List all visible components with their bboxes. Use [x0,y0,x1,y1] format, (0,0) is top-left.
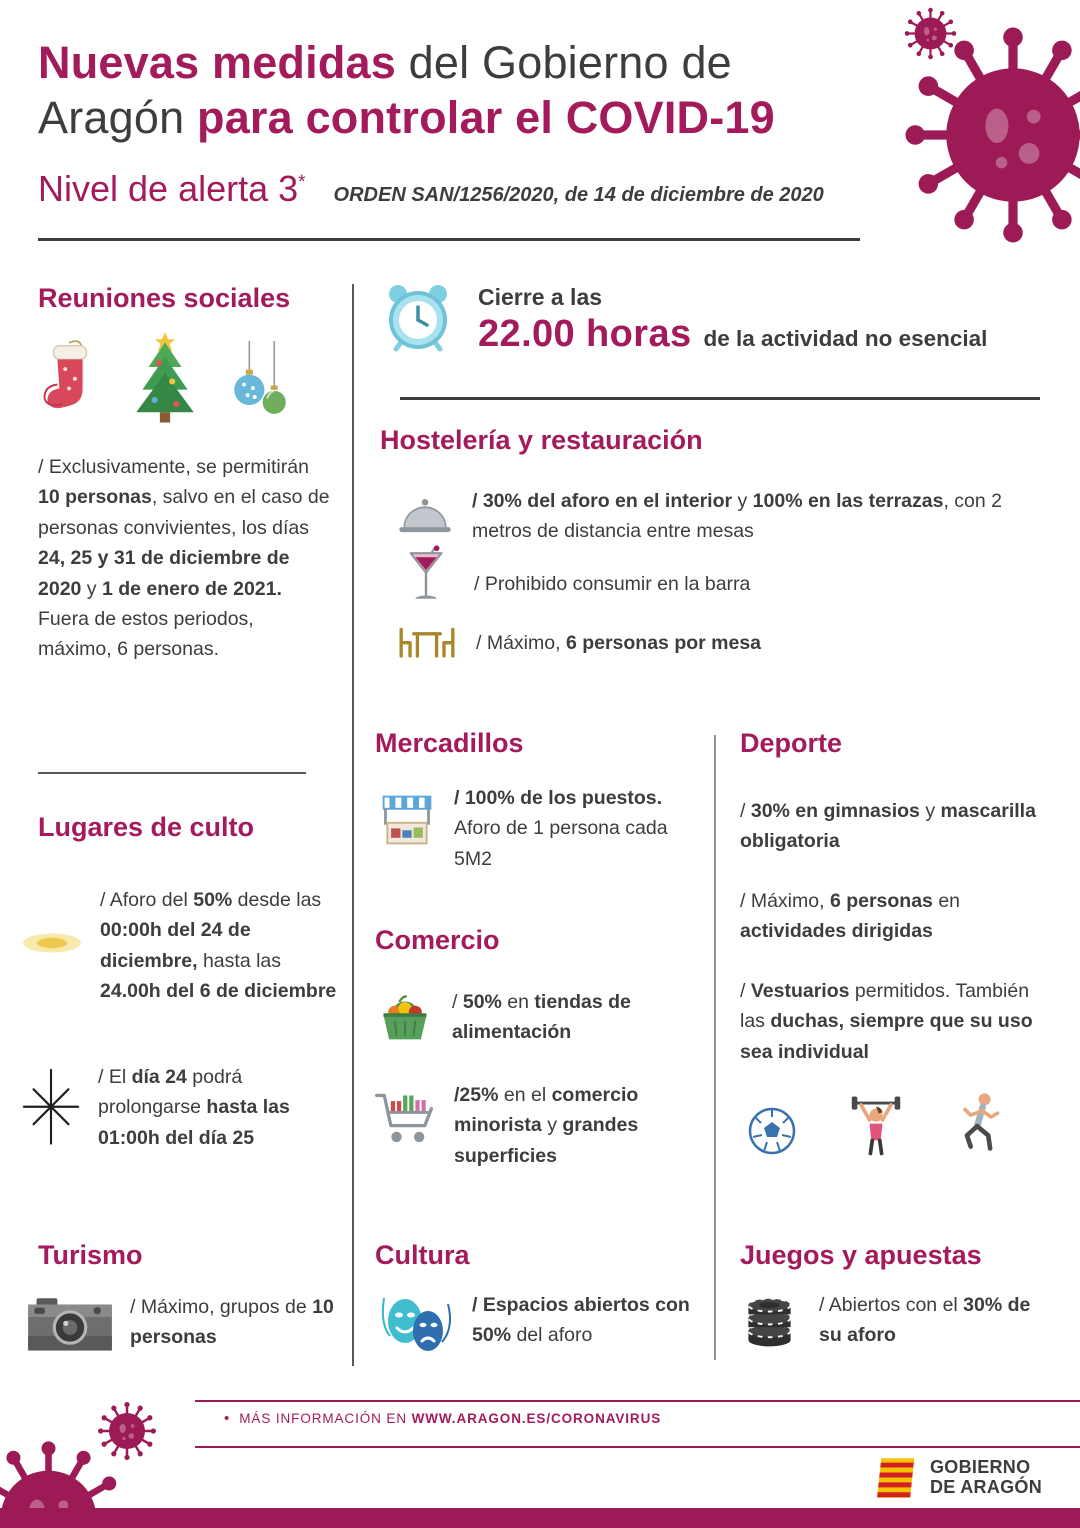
cocktail-icon [404,545,448,605]
alert-level: Nivel de alerta 3* [38,168,306,209]
order-reference: ORDEN SAN/1256/2020, de 14 de diciembre de 2020 [333,184,824,206]
reuniones-text: / Exclusivamente, se permitirán 10 personas, salvo en el caso de personas convivientes, los días 24, 25 y 31 de diciembre de 2020 y 1 de enero de 2021. Fuera de estos periodos, máximo, 6 personas. [38,456,330,661]
mercadillos-item [378,783,676,874]
candle-glow-icon [20,927,84,959]
poker-chips-icon [742,1296,797,1349]
footer-divider-top [195,1400,1080,1402]
hosteleria-item-2 [404,545,974,605]
coronavirus-icon [898,20,1080,250]
camera-icon [26,1294,114,1355]
hosteleria-item-1 [396,486,1050,547]
deporte-icons-row [746,1090,1004,1157]
section-title-comercio: Comercio [375,925,500,955]
deporte-item-1-text: / 30% en gimnasios y mascarilla obligatoria [740,800,1036,853]
culto-item-1-text: / Aforo del 50% desde las 00:00h del 24 de diciembre, hasta las 24.00h del 6 de diciembre [100,889,337,1003]
serving-cloche-icon [396,494,454,537]
comercio-item-2-text: /25% en el comercio minorista y grandes superficies [454,1084,639,1167]
hosteleria-item-3 [396,620,976,660]
middle-divider [400,397,1040,400]
logo-text: GOBIERNO DE ARAGÓN [930,1457,1043,1497]
juegos-item-text: / Abiertos con el 30% de su aforo [819,1294,1031,1347]
section-title-cultura: Cultura [375,1240,470,1270]
mercadillos-item-text: / 100% de los puestos. Aforo de 1 persona cada 5M2 [454,787,668,870]
header-divider [38,238,860,241]
comercio-item-1-text: / 50% en tiendas de alimentación [452,991,631,1044]
section-title-reuniones: Reuniones sociales [38,283,291,313]
runner-icon [954,1091,1004,1158]
footer-divider-bottom [195,1446,1080,1448]
bottom-accent-bar [0,1508,1080,1528]
title-line-2: Aragón para controlar el COVID-19 [38,91,775,143]
hosteleria-item-2-text: / Prohibido consumir en la barra [474,573,751,595]
culto-item-1 [20,885,342,1007]
soccer-ball-icon [746,1105,798,1157]
theater-masks-icon [378,1294,454,1358]
alert-row [38,168,824,210]
weightlifter-icon [848,1090,904,1157]
vertical-divider-middle [714,735,716,1360]
section-title-deporte: Deporte [740,728,843,758]
vertical-divider-left [352,284,354,1366]
juegos-item [742,1288,1057,1351]
cultura-item [378,1286,704,1358]
footer-info [224,1410,661,1427]
turismo-item [26,1288,336,1355]
grocery-basket-icon [376,987,434,1045]
gobierno-aragon-logo [876,1456,1042,1500]
comercio-item-1 [376,983,694,1048]
deporte-item-3-text: / Vestuarios permitidos. También las duchas, siempre que su uso sea individual [740,980,1033,1063]
footer-bullet: • [224,1410,230,1427]
deporte-item-2-text: / Máximo, 6 personas en actividades dirigidas [740,890,961,943]
section-title-hosteleria: Hostelería y restauración [380,425,703,455]
shopping-cart-icon [372,1086,438,1152]
table-chairs-icon [396,622,458,660]
closing-time-block [478,284,987,356]
christmas-stocking-icon [40,338,102,427]
alert-asterisk: * [298,172,306,193]
christmas-tree-icon [128,328,202,427]
title-line-1: Nuevas medidas del Gobierno de [38,37,732,88]
section-title-juegos: Juegos y apuestas [740,1240,982,1270]
cultura-item-text: / Espacios abiertos con 50% del aforo [472,1294,690,1347]
aragon-flag-icon [876,1456,920,1500]
culto-item-2-text: / El día 24 podrá prolongarse hasta las 01:00h del día 25 [98,1066,290,1149]
hosteleria-item-1-text: / 30% del aforo en el interior y 100% en las terrazas, con 2 metros de distancia entre mesas [472,490,1003,543]
christmas-icons-row [40,328,292,427]
closing-intro: Cierre a las [478,284,603,310]
page-title [38,36,775,146]
closing-time: 22.00 horas [478,313,692,355]
turismo-item-text: / Máximo, grupos de 10 personas [130,1296,334,1349]
star-sparkle-icon [20,1068,82,1146]
comercio-item-2 [372,1080,704,1171]
christmas-ornaments-icon [228,341,292,426]
section-title-turismo: Turismo [38,1240,143,1270]
left-divider [38,772,306,774]
hosteleria-item-3-text: / Máximo, 6 personas por mesa [476,632,762,654]
section-title-culto: Lugares de culto [38,812,255,842]
market-stall-icon [378,791,436,849]
alarm-clock-icon [382,280,454,352]
closing-scope: de la actividad no esencial [703,326,988,351]
section-title-mercadillos: Mercadillos [375,728,524,758]
culto-item-2 [20,1062,340,1153]
footer-info-link[interactable]: MÁS INFORMACIÓN EN WWW.ARAGON.ES/CORONAVIRUS [239,1411,662,1426]
